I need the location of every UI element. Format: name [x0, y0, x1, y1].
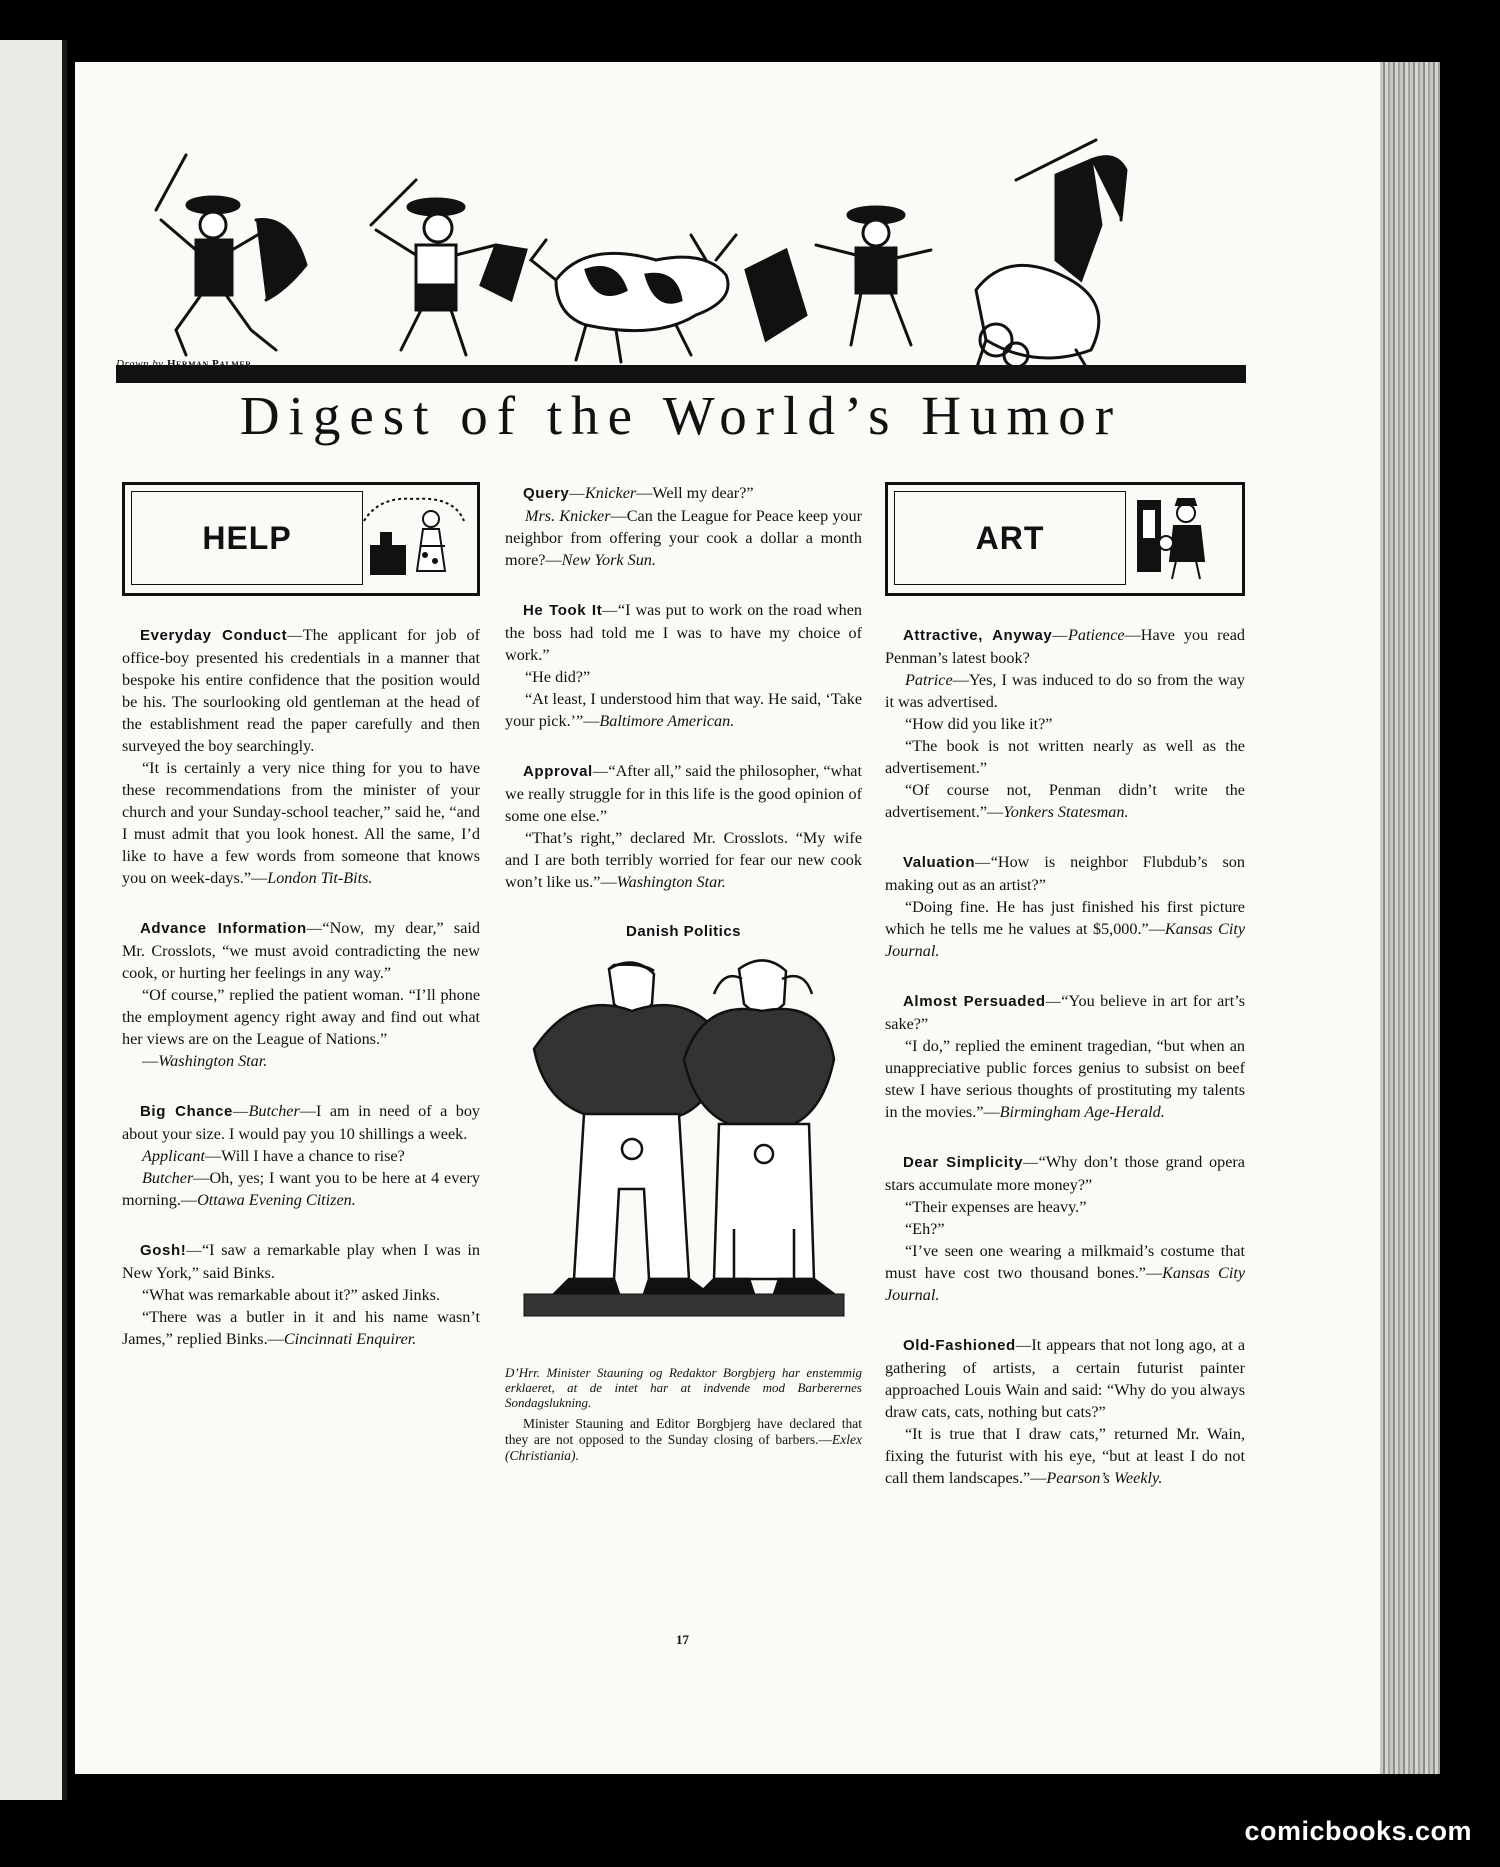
joke-speaker: Butcher [142, 1169, 194, 1187]
joke-title: He Took It — [505, 602, 618, 619]
joke-source: — New York Sun. [545, 551, 655, 569]
cartoon-caption-danish: D’Hrr. Minister Stauning og Redaktor Borgbjerg har enstemmig erklaeret, at de intet har at indvende mod Barberernes Sondagslukning. [505, 1365, 862, 1410]
joke-text: Yes, I was induced to do so from the way it was advertised. [885, 671, 1245, 711]
column-left [122, 482, 480, 1378]
joke-source: — Washington Star. [600, 873, 725, 891]
painter-easel-icon [1124, 491, 1234, 583]
joke-title: Gosh! — [122, 1242, 202, 1259]
joke-text: “I do,” replied the eminent tragedian, “but when an unappreciative public forces genius to subsist on beef stew I have serious thoughts of prostituting my talents in the movies.” [885, 1037, 1245, 1121]
joke-speaker: Butcher [248, 1102, 300, 1120]
joke-title: Query — [505, 485, 585, 502]
joke-text: “The book is not written nearly as well as the advertisement.” [885, 737, 1245, 777]
section-header-label: ART [975, 520, 1045, 556]
joke-attractive-anyway: Attractive, Anyway — Patience—Have you read Penman’s latest book? Patrice—Yes, I was induced to do so from the way it was advertised. “How did you like it?” “The book is not written nearly as well as the advertisement.” “Of course not, Penman didn’t write the advertisement.”— Yonkers Statesman. [885, 624, 1245, 823]
joke-text: “Of course not, Penman didn’t write the advertisement.” [885, 781, 1245, 821]
joke-text: “It is certainly a very nice thing for you to have these recommendations from the minister of your church and your Sunday-school teacher,” said he, “and I must admit that you look honest. All the same, I’d like to have a few words from someone that knows you on week-days.” [122, 759, 480, 887]
cartoon-title: Danish Politics [625, 923, 742, 940]
joke-speaker: Patience [1067, 626, 1125, 644]
site-watermark: comicbooks.com [1244, 1816, 1472, 1846]
joke-query: Query — Knicker—Well my dear?” Mrs. Knicker—Can the League for Peace keep your neighbor from offering your cook a dollar a month more?— New York Sun. [505, 482, 862, 571]
illustration-credit [116, 358, 251, 370]
joke-speaker: Applicant [142, 1147, 205, 1165]
joke-title: Valuation — [885, 854, 991, 871]
joke-text: “I saw a remarkable play when I was in New York,” said Binks. [122, 1241, 480, 1282]
column-middle [505, 482, 862, 1464]
joke-source: — Ottawa Evening Citizen. [181, 1191, 356, 1209]
page-stack-edge [1380, 62, 1440, 1774]
joke-gosh [122, 1239, 480, 1350]
page-title: Digest of the World’s Humor [239, 385, 1123, 446]
joke-text: “Of course,” replied the patient woman. “I’ll phone the employment agency right away and find out what her views are on the League of Nations.” [122, 986, 480, 1048]
joke-speaker: Knicker [584, 484, 637, 502]
joke-source: — Baltimore American. [583, 712, 734, 730]
joke-almost-persuaded [885, 990, 1245, 1123]
joke-text: “What was remarkable about it?” asked Jinks. [142, 1286, 441, 1304]
joke-text: “I was put to work on the road when the boss had told me I was to have my choice of work.” [505, 601, 862, 664]
joke-advance-information [122, 917, 480, 1072]
joke-source: — Birmingham Age-Herald. [983, 1103, 1164, 1121]
page-number: 17 [676, 1632, 689, 1647]
credit-artist: Herman Palmer [166, 358, 252, 370]
joke-text: I am in need of a boy about your size. I would pay you 10 shillings a week. [122, 1102, 481, 1143]
joke-dear-simplicity [885, 1151, 1245, 1306]
joke-text: “Eh?” [905, 1220, 945, 1238]
joke-title: Attractive, Anyway — [885, 627, 1068, 644]
joke-text: Have you read Penman’s latest book? [885, 626, 1245, 667]
cartoon-source: — Exlex (Christiania). [505, 1432, 862, 1463]
bullfight-banner-illustration [116, 100, 1246, 400]
joke-speaker: Patrice [905, 671, 953, 689]
joke-source: — Pearson’s Weekly. [1030, 1469, 1162, 1487]
joke-text: Can the League for Peace keep your neighbor from offering your cook a dollar a month more? [505, 507, 862, 569]
joke-title: Approval — [505, 763, 608, 780]
joke-old-fashioned [885, 1334, 1245, 1489]
section-header-help [122, 482, 480, 596]
bearded-men-illustration [514, 949, 854, 1357]
joke-text: “It is true that I draw cats,” returned Mr. Wain, fixing the futurist with his eye, “but at least I do not call them landscapes.” [885, 1425, 1245, 1487]
joke-source: — Kansas City Journal. [885, 920, 1245, 960]
joke-text: “I’ve seen one wearing a milkmaid’s costume that must have cost two thousand bones.” [885, 1242, 1245, 1282]
joke-text: “After all,” said the philosopher, “what we really struggle for in this life is the good opinion of some one else.” [505, 762, 862, 825]
joke-everyday-conduct [122, 624, 480, 889]
joke-text: It appears that not long ago, at a gathering of artists, a certain futurist painter approached Louis Wain and said: “Why do you always draw cats, cats, nothing but cats?” [885, 1336, 1245, 1421]
joke-text: “How is neighbor Flubdub’s son making out as an artist?” [885, 853, 1245, 894]
joke-text: “Now, my dear,” said Mr. Crosslots, “we must avoid contradicting the new cook, or hurting her feelings in any way.” [122, 919, 480, 982]
joke-text: “How did you like it?” [905, 715, 1053, 733]
joke-he-took-it [505, 599, 862, 732]
joke-title: Old-Fashioned — [885, 1337, 1031, 1354]
joke-text: “Their expenses are heavy.” [905, 1198, 1087, 1216]
cartoon-translation: Minister Stauning and Editor Borgbjerg have declared that they are not opposed to the Sunday closing of barbers. [505, 1416, 862, 1447]
section-header-label-box [131, 491, 363, 585]
column-right [885, 482, 1245, 1517]
joke-text: Oh, yes; I want you to be here at 4 every morning. [122, 1169, 480, 1209]
joke-title: Almost Persuaded — [885, 993, 1061, 1010]
joke-text: “He did?” [525, 668, 591, 686]
section-header-art [885, 482, 1245, 596]
danish-politics-cartoon [505, 921, 862, 1464]
facing-page-edge [0, 40, 67, 1800]
joke-title: Advance Information — [122, 920, 322, 937]
joke-source: — Cincinnati Enquirer. [268, 1330, 417, 1348]
joke-text: “Doing fine. He has just finished his first picture which he tells me he values at $5,000.” [885, 898, 1245, 938]
joke-text: The applicant for job of office-boy presented his credentials in a manner that bespoke his entire confidence that the position would be his. The sourlooking old gentleman at the head of the establishment read the paper carefully and then surveyed the boy searchingly. [122, 626, 480, 755]
joke-text: “There was a butler in it and his name wasn’t James,” replied Binks. [122, 1308, 480, 1348]
section-header-label-box [894, 491, 1126, 585]
cook-stove-icon [359, 491, 469, 583]
joke-title: Dear Simplicity — [885, 1154, 1039, 1171]
joke-text: Well my dear?” [652, 484, 754, 502]
joke-title: Big Chance — [122, 1103, 249, 1120]
joke-text: “At least, I understood him that way. He said, ‘Take your pick.’” [505, 690, 862, 730]
joke-text: Will I have a chance to rise? [221, 1147, 405, 1165]
joke-source: — London Tit-Bits. [251, 869, 372, 887]
cartoon-caption-english [505, 1416, 862, 1464]
joke-text: “Why don’t those grand opera stars accumulate more money?” [885, 1153, 1245, 1194]
joke-text: “You believe in art for art’s sake?” [885, 992, 1245, 1033]
joke-valuation [885, 851, 1245, 962]
credit-prefix: Drawn by [116, 358, 164, 370]
joke-source: — Washington Star. [142, 1052, 267, 1070]
joke-source: — Kansas City Journal. [885, 1264, 1245, 1304]
joke-speaker: Mrs. Knicker [525, 507, 611, 525]
section-header-label: HELP [202, 520, 292, 556]
joke-title: Everyday Conduct — [122, 627, 303, 644]
joke-big-chance: Big Chance — Butcher—I am in need of a boy about your size. I would pay you 10 shillings a week. Applicant—Will I have a chance to rise? Butcher—Oh, yes; I want you to be here at 4 every morning.— Ottawa Evening Citizen. [122, 1100, 480, 1211]
joke-approval [505, 760, 862, 893]
joke-text: “That’s right,” declared Mr. Crosslots. “My wife and I are both terribly worried for fear our new cook won’t like us.” [505, 829, 862, 891]
joke-source: — Yonkers Statesman. [987, 803, 1129, 821]
